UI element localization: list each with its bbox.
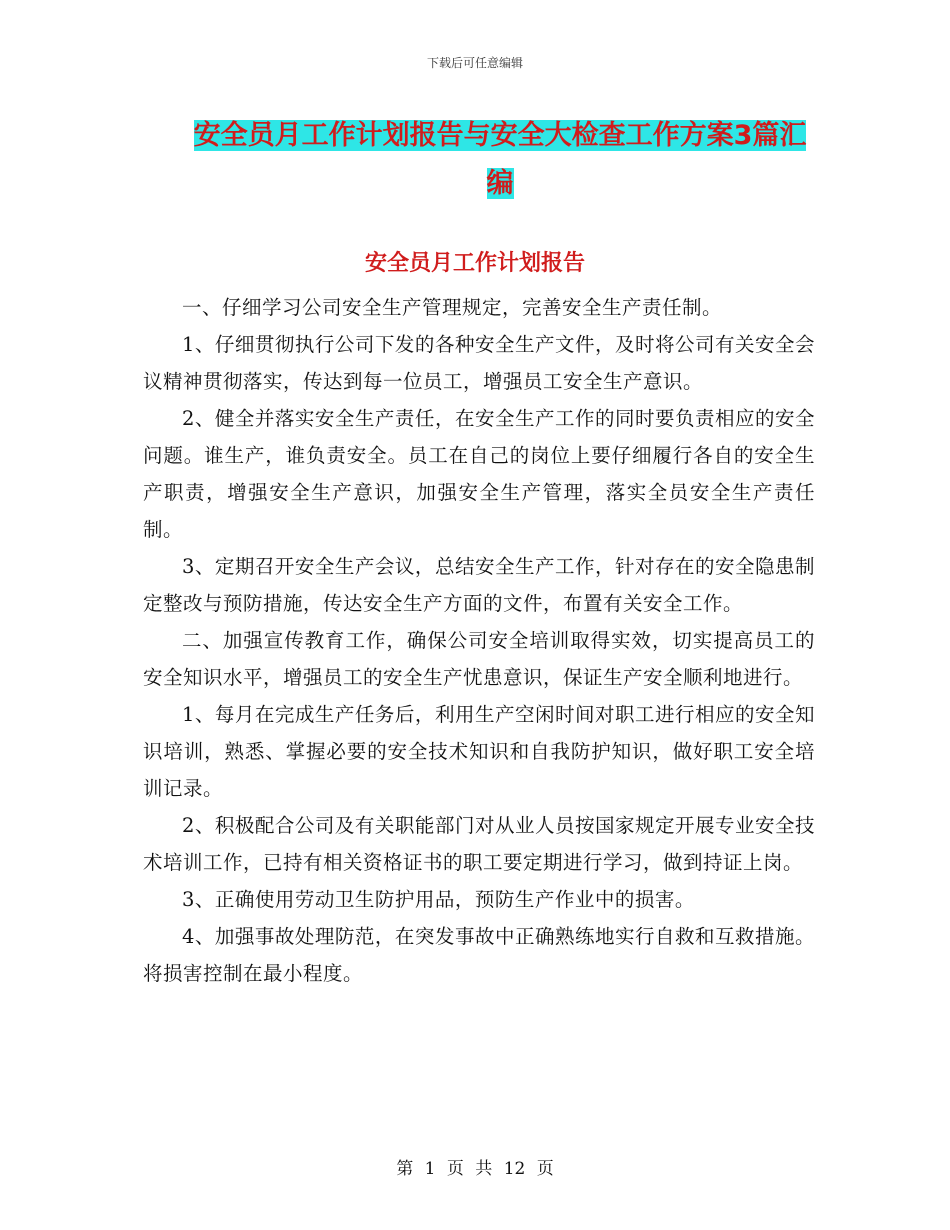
paragraph: 3、定期召开安全生产会议，总结安全生产工作，针对存在的安全隐患制定整改与预防措施，传达安全生产方面的文件，布置有关安全工作。 xyxy=(143,555,815,615)
paragraph: 2、健全并落实安全生产责任，在安全生产工作的同时要负责相应的安全问题。谁生产，谁负责安全。员工在自己的岗位上要仔细履行各自的安全生产职责，增强安全生产意识，加强安全生产管理，落实全员安全生产责任制。 xyxy=(143,407,815,541)
paragraph: 3、正确使用劳动卫生防护用品，预防生产作业中的损害。 xyxy=(182,888,695,911)
page-number-footer: 第 1 页 共 12 页 xyxy=(396,1159,554,1179)
paragraph: 4、加强事故处理防范，在突发事故中正确熟练地实行自救和互救措施。将损害控制在最小程度。 xyxy=(143,925,815,985)
section-title: 安全员月工作计划报告 xyxy=(364,251,585,276)
paragraph: 1、仔细贯彻执行公司下发的各种安全生产文件，及时将公司有关安全会议精神贯彻落实，传达到每一位员工，增强员工安全生产意识。 xyxy=(143,333,815,393)
paragraph: 一、仔细学习公司安全生产管理规定，完善安全生产责任制。 xyxy=(182,296,723,319)
document-body xyxy=(143,289,815,992)
paragraph: 1、每月在完成生产任务后，利用生产空闲时间对职工进行相应的安全知识培训，熟悉、掌握必要的安全技术知识和自我防护知识，做好职工安全培训记录。 xyxy=(143,703,815,800)
header-note: 下载后可任意编辑 xyxy=(426,56,523,70)
document-title-text: 安全员月工作计划报告与安全大检查工作方案3篇汇编 xyxy=(193,120,807,199)
paragraph: 2、积极配合公司及有关职能部门对从业人员按国家规定开展专业安全技术培训工作，已持有相关资格证书的职工要定期进行学习，做到持证上岗。 xyxy=(143,814,815,874)
document-title xyxy=(190,112,810,208)
paragraph: 二、加强宣传教育工作，确保公司安全培训取得实效，切实提高员工的安全知识水平，增强员工的安全生产忧患意识，保证生产安全顺利地进行。 xyxy=(143,629,815,689)
